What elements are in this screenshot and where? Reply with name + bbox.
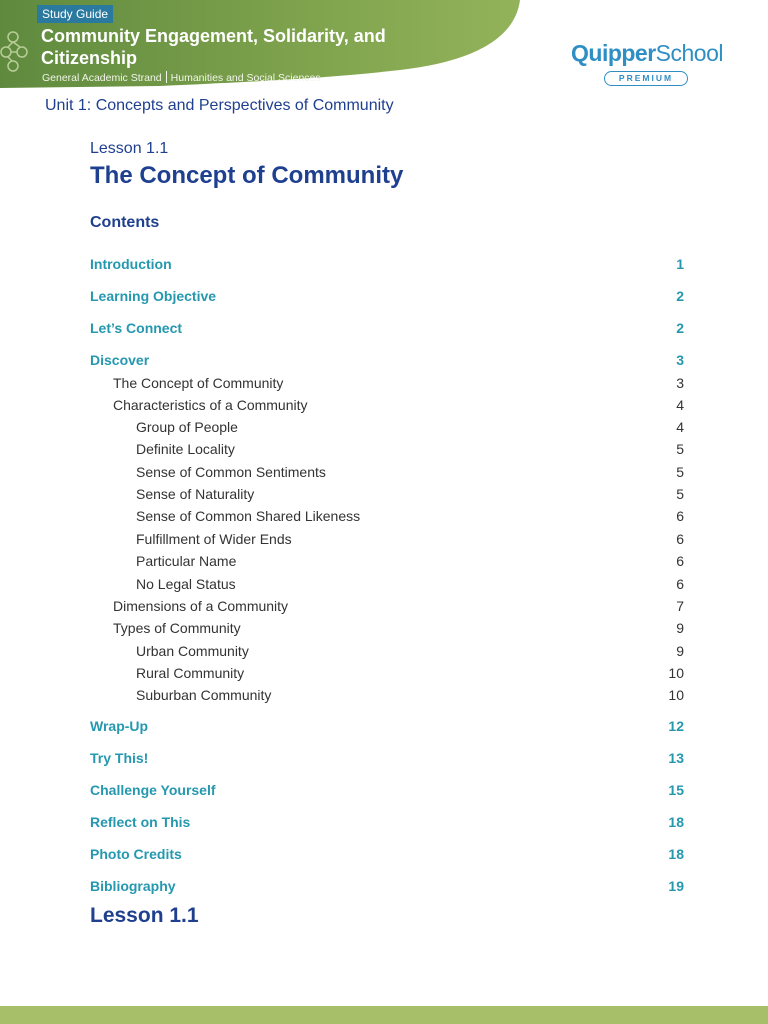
- toc-entry-title: Characteristics of a Community: [113, 397, 308, 413]
- toc-subsection-link[interactable]: [90, 506, 684, 526]
- toc-entry-title: Definite Locality: [136, 441, 235, 457]
- section-heading: Lesson 1.1: [90, 904, 199, 927]
- toc-entry-title: Photo Credits: [90, 846, 182, 862]
- course-title: Community Engagement, Solidarity, and Citizenship: [41, 26, 386, 68]
- table-of-contents: [90, 0, 684, 1024]
- toc-entry-title: No Legal Status: [136, 576, 236, 592]
- toc-entry-title: Learning Objective: [90, 288, 217, 304]
- toc-section-link[interactable]: [90, 812, 684, 832]
- track-label: Humanities and Social Sciences: [170, 72, 321, 84]
- toc-subsection-link[interactable]: [90, 395, 684, 415]
- toc-section-link[interactable]: [90, 286, 684, 306]
- toc-page-number: 5: [676, 486, 684, 502]
- toc-page-number: 10: [668, 665, 684, 681]
- toc-page-number: 6: [676, 553, 684, 569]
- toc-page-number: 6: [676, 508, 684, 524]
- toc-subsection-link[interactable]: [90, 641, 684, 661]
- toc-entry-title: Rural Community: [136, 665, 245, 681]
- toc-entry-title: Sense of Common Sentiments: [136, 464, 326, 480]
- toc-page-number: 19: [668, 878, 684, 894]
- toc-entry-title: Challenge Yourself: [90, 782, 216, 798]
- toc-page-number: 5: [676, 464, 684, 480]
- toc-page-number: 2: [676, 288, 684, 304]
- toc-subsection-link[interactable]: [90, 618, 684, 638]
- toc-page-number: 1: [676, 256, 684, 272]
- toc-page-number: 15: [668, 782, 684, 798]
- toc-page-number: 9: [676, 643, 684, 659]
- toc-entry-title: Types of Community: [113, 620, 241, 636]
- toc-page-number: 3: [676, 375, 684, 391]
- toc-entry-title: Introduction: [90, 256, 172, 272]
- logo-word-light: School: [655, 40, 723, 66]
- toc-page-number: 4: [676, 419, 684, 435]
- toc-section-link[interactable]: [90, 716, 684, 736]
- toc-page-number: 3: [676, 352, 684, 368]
- toc-subsection-link[interactable]: [90, 685, 684, 705]
- toc-section-link[interactable]: [90, 350, 684, 370]
- toc-section-link[interactable]: [90, 780, 684, 800]
- footer-bar: [0, 1006, 768, 1024]
- toc-page-number: 9: [676, 620, 684, 636]
- strand-label: General Academic Strand: [42, 72, 162, 84]
- logo-word-bold: Quipper: [571, 40, 656, 66]
- toc-subsection-link[interactable]: [90, 439, 684, 459]
- toc-entry-title: Dimensions of a Community: [113, 598, 289, 614]
- premium-badge: PREMIUM: [604, 71, 688, 86]
- unit-title: Unit 1: Concepts and Perspectives of Community: [45, 97, 394, 114]
- toc-entry-title: Suburban Community: [136, 687, 272, 703]
- toc-entry-title: Wrap-Up: [90, 718, 149, 734]
- toc-page-number: 6: [676, 576, 684, 592]
- study-guide-tag: Study Guide: [37, 5, 113, 23]
- lesson-label: Lesson 1.1: [90, 140, 169, 157]
- toc-entry-title: Urban Community: [136, 643, 249, 659]
- toc-page-number: 4: [676, 397, 684, 413]
- toc-entry-title: Discover: [90, 352, 150, 368]
- toc-entry-title: Reflect on This: [90, 814, 191, 830]
- toc-page-number: 13: [668, 750, 684, 766]
- toc-subsection-link[interactable]: [90, 551, 684, 571]
- toc-page-number: 18: [668, 846, 684, 862]
- toc-page-number: 5: [676, 441, 684, 457]
- toc-subsection-link[interactable]: [90, 663, 684, 683]
- toc-entry-title: Group of People: [136, 419, 238, 435]
- toc-section-link[interactable]: [90, 318, 684, 338]
- toc-subsection-link[interactable]: [90, 596, 684, 616]
- toc-entry-title: Fulfillment of Wider Ends: [136, 531, 292, 547]
- toc-page-number: 10: [668, 687, 684, 703]
- contents-heading: Contents: [90, 214, 160, 231]
- toc-subsection-link[interactable]: [90, 373, 684, 393]
- toc-subsection-link[interactable]: [90, 484, 684, 504]
- toc-page-number: 18: [668, 814, 684, 830]
- toc-entry-title: Particular Name: [136, 553, 237, 569]
- toc-entry-title: Sense of Naturality: [136, 486, 255, 502]
- toc-entry-title: Sense of Common Shared Likeness: [136, 508, 361, 524]
- toc-subsection-link[interactable]: [90, 462, 684, 482]
- toc-page-number: 12: [668, 718, 684, 734]
- toc-subsection-link[interactable]: [90, 574, 684, 594]
- toc-page-number: 7: [676, 598, 684, 614]
- toc-entry-title: Try This!: [90, 750, 149, 766]
- toc-section-link[interactable]: [90, 876, 684, 896]
- toc-subsection-link[interactable]: [90, 417, 684, 437]
- toc-subsection-link[interactable]: [90, 529, 684, 549]
- toc-page-number: 2: [676, 320, 684, 336]
- lesson-title: The Concept of Community: [90, 162, 404, 189]
- toc-section-link[interactable]: [90, 844, 684, 864]
- toc-entry-title: The Concept of Community: [113, 375, 284, 391]
- toc-section-link[interactable]: [90, 748, 684, 768]
- toc-entry-title: Let’s Connect: [90, 320, 183, 336]
- toc-entry-title: Bibliography: [90, 878, 176, 894]
- toc-section-link[interactable]: [90, 254, 684, 274]
- toc-page-number: 6: [676, 531, 684, 547]
